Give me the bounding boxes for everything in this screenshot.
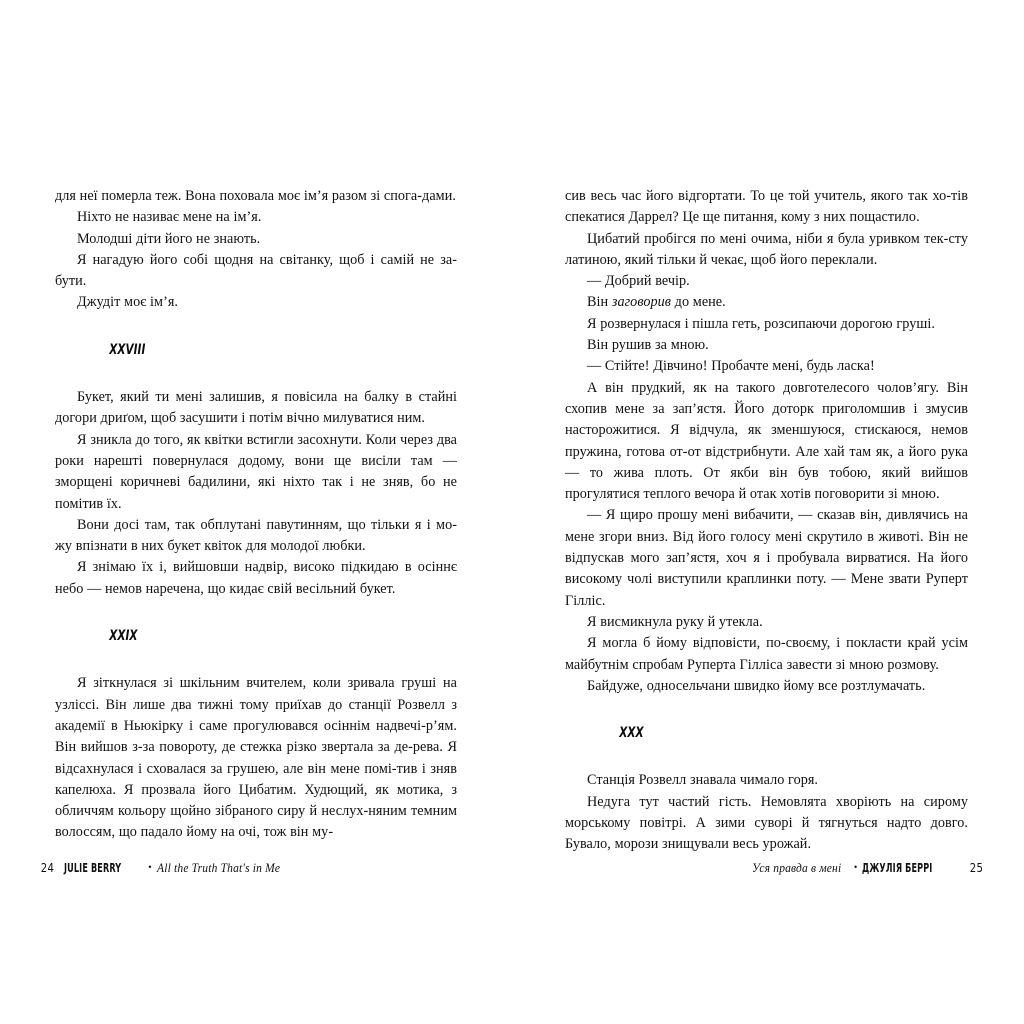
paragraph-with-emphasis <box>565 292 968 313</box>
paragraph: Букет, який ти мені залишив, я повісила на балку в стайні догори дриґом, щоб засушити і потім вічно милуватися ним. <box>55 389 457 427</box>
text-run: до мене. <box>670 294 726 311</box>
dialogue-line: — Стійте! Дівчино! Пробачте мені, будь ласка! <box>587 358 875 375</box>
paragraph: Байдуже, односельчани швидко йому все розтлумачать. <box>587 677 926 694</box>
spacer <box>55 314 457 340</box>
paragraph: Я зникла до того, як квітки встигли засохнути. Коли через два роки нарешті повернулася додому, вони ще висіли там — зморщені коричневі бадилини, які ніхто так і не зняв, бо не помітив їх. <box>55 431 457 512</box>
paragraph: Він рушив за мною. <box>587 337 709 354</box>
paragraph: сив весь час його відгортати. То це той учитель, якого так хо-тів спекатися Даррел? Це ще питання, кому з них пощастило. <box>565 188 968 226</box>
spacer <box>565 744 968 770</box>
paragraph: Я висмикнула руку й утекла. <box>587 613 763 630</box>
right-page-running-footer <box>752 860 984 878</box>
left-page-running-footer <box>40 860 291 878</box>
text-run: Він <box>587 294 612 311</box>
paragraph: Джудіт моє ім’я. <box>77 294 179 311</box>
spacer <box>55 600 457 626</box>
paragraph: Я розвернулася і пішла геть, розсипаючи дорогою груші. <box>587 315 935 332</box>
spread-columns <box>0 186 1024 853</box>
emphasized-word: заговорив <box>611 294 671 311</box>
running-footer-author: JULIE BERRY <box>63 860 122 875</box>
spacer <box>55 361 457 387</box>
dialogue-line: — Добрий вечір. <box>587 273 690 290</box>
spacer <box>55 647 457 673</box>
paragraph: Недуга тут частий гість. Немовлята хворіють на сирому морському повітрі. А зими суворі й тягнуться надто довго. Бувало, морози знищували весь урожай. <box>565 793 968 853</box>
paragraph: А він прудкий, як на такого довготелесого чолов’ягу. Він схопив мене за зап’ястя. Його доторк приголомшив і змусив насторожитися. Я відчула, як зменшуюся, стискаюся, немов пружина, готова от-от відстрибнути. Але хай там як, а його рука — то жива плоть. От якби він був тобою, який вийшов прогулятися теплого вечора й отак хотів поговорити зі мною. <box>565 379 968 503</box>
left-page-body <box>55 186 457 844</box>
running-footer-author: ДЖУЛІЯ БЕРРІ <box>862 860 933 875</box>
page-number: 24 <box>40 860 55 875</box>
paragraph: Молодші діти його не знають. <box>77 230 261 247</box>
running-footer-title: Уся правда в мені <box>751 861 842 875</box>
bullet-separator-icon: • <box>854 862 858 872</box>
paragraph: Я нагадую його собі щодня на світанку, щоб і самій не за-бути. <box>55 251 457 290</box>
paragraph: Я могла б йому відповісти, по-своєму, і покласти край усім майбутнім спробам Руперта Гілліса завести зі мною розмову. <box>565 635 968 673</box>
right-page-body <box>565 186 968 856</box>
paragraph: Я зіткнулася зі шкільним вчителем, коли зривала груші на узліссі. Він лише два тижні тому приїхав до станції Розвелл з академії в Ньюкірку і саме прогулювався осіннім надвечі-р’ям. Він вийшов з-за повороту, де стежка різко звертала за де-рева. Я відсахнулася і сховалася за грушею, але він мене помі-тив і зняв капелюха. Я прозвала його Цибатим. Худющий, як мотика, з обличчям кольору щойно зібраного сиру й неслух-няним темним волоссям, що падало йому на очі, тож він му- <box>55 675 457 841</box>
page-number: 25 <box>969 860 984 875</box>
paragraph: Цибатий пробігся по мені очима, ніби я була уривком тек-сту латиною, який тільки й чекає, щоб його переклали. <box>565 230 968 268</box>
spacer <box>565 697 968 723</box>
right-page <box>512 186 1024 856</box>
paragraph: Я знімаю їх і, вийшовши надвір, високо підкидаю в осіннє небо — немов наречена, що кидає свій весільний букет. <box>55 559 457 597</box>
running-footer-title: All the Truth That's in Me <box>156 861 280 875</box>
paragraph: — Я щиро прошу мені вибачити, — сказав він, дивлячись на мене згори вниз. Від його голосу мені скрутило в животі. Він не відпускав мого зап’ястя, хоч я і пробувала вирватися. На його високому чолі виступили краплинки поту. — Мене звати Руперт Гілліс. <box>565 507 968 609</box>
left-page <box>0 186 512 844</box>
chapter-number-heading: XXVIII <box>109 341 146 358</box>
bullet-separator-icon: • <box>148 862 152 872</box>
chapter-number-heading: XXIX <box>109 628 138 645</box>
chapter-number-heading: XXX <box>619 725 644 742</box>
paragraph: Станція Розвелл знавала чимало горя. <box>587 772 819 789</box>
paragraph: Ніхто не називає мене на ім’я. <box>77 209 262 226</box>
paragraph: Вони досі там, так обплутані павутинням, що тільки я і мо-жу впізнати в них букет квіток для молодої любки. <box>55 516 457 555</box>
paragraph: для неї померла теж. Вона поховала моє ім’я разом зі спога-дами. <box>55 188 456 204</box>
